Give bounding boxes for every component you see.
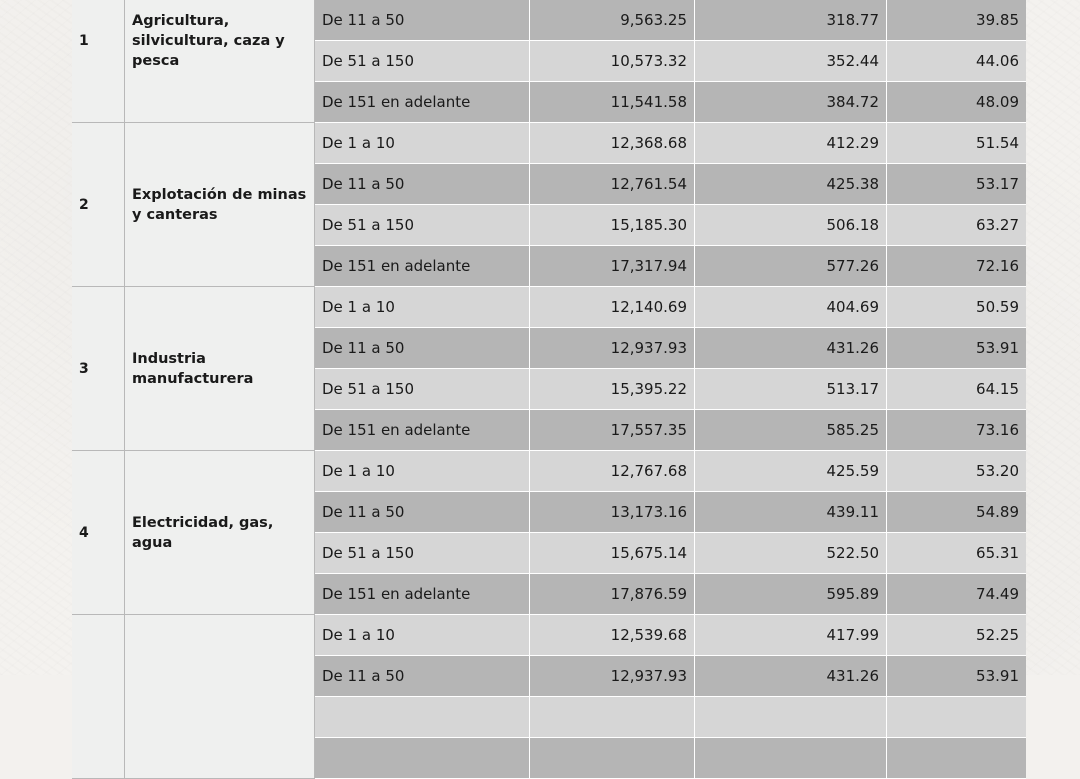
hourly-salary-cell: 65.31 xyxy=(887,533,1026,574)
sector-number: 1 xyxy=(72,0,125,123)
hourly-salary-cell: 52.25 xyxy=(887,615,1026,656)
hourly-salary-cell: 53.91 xyxy=(887,656,1026,697)
daily-salary-cell: 439.11 xyxy=(695,492,887,533)
range-cell: De 51 a 150 xyxy=(315,41,530,82)
daily-salary-cell: 431.26 xyxy=(695,656,887,697)
sector-name: Electricidad, gas, agua xyxy=(125,451,315,615)
range-cell: De 1 a 10 xyxy=(315,287,530,328)
daily-salary-cell: 522.50 xyxy=(695,533,887,574)
monthly-salary-cell: 17,876.59 xyxy=(530,574,695,615)
range-cell: De 51 a 150 xyxy=(315,533,530,574)
hourly-salary-cell: 48.09 xyxy=(887,82,1026,123)
hourly-salary-cell: 74.49 xyxy=(887,574,1026,615)
hourly-salary-cell: 53.20 xyxy=(887,451,1026,492)
hourly-salary-cell: 51.54 xyxy=(887,123,1026,164)
daily-salary-cell: 384.72 xyxy=(695,82,887,123)
range-cell: De 11 a 50 xyxy=(315,0,530,41)
range-cell: De 11 a 50 xyxy=(315,164,530,205)
hourly-salary-cell xyxy=(887,697,1026,738)
daily-salary-cell: 412.29 xyxy=(695,123,887,164)
monthly-salary-cell: 15,395.22 xyxy=(530,369,695,410)
daily-salary-cell: 318.77 xyxy=(695,0,887,41)
sector-number: 3 xyxy=(72,287,125,451)
hourly-salary-cell: 72.16 xyxy=(887,246,1026,287)
daily-salary-cell: 404.69 xyxy=(695,287,887,328)
salary-table-body xyxy=(72,0,1026,779)
monthly-salary-cell: 12,368.68 xyxy=(530,123,695,164)
daily-salary-cell xyxy=(695,738,887,779)
range-cell: De 11 a 50 xyxy=(315,328,530,369)
range-cell: De 11 a 50 xyxy=(315,656,530,697)
range-cell: De 1 a 10 xyxy=(315,615,530,656)
salary-table-sheet xyxy=(72,0,1026,685)
daily-salary-cell: 513.17 xyxy=(695,369,887,410)
sector-name: Industria manufacturera xyxy=(125,287,315,451)
daily-salary-cell: 417.99 xyxy=(695,615,887,656)
monthly-salary-cell: 12,937.93 xyxy=(530,328,695,369)
daily-salary-cell: 425.38 xyxy=(695,164,887,205)
hourly-salary-cell: 63.27 xyxy=(887,205,1026,246)
hourly-salary-cell: 39.85 xyxy=(887,0,1026,41)
sector-number: 4 xyxy=(72,451,125,615)
daily-salary-cell: 577.26 xyxy=(695,246,887,287)
monthly-salary-cell xyxy=(530,738,695,779)
monthly-salary-cell: 9,563.25 xyxy=(530,0,695,41)
table-row xyxy=(72,123,1026,164)
monthly-salary-cell: 12,767.68 xyxy=(530,451,695,492)
hourly-salary-cell: 53.91 xyxy=(887,328,1026,369)
hourly-salary-cell: 73.16 xyxy=(887,410,1026,451)
range-cell: De 151 en adelante xyxy=(315,574,530,615)
monthly-salary-cell: 10,573.32 xyxy=(530,41,695,82)
monthly-salary-cell: 11,541.58 xyxy=(530,82,695,123)
daily-salary-cell: 595.89 xyxy=(695,574,887,615)
range-cell: De 51 a 150 xyxy=(315,205,530,246)
hourly-salary-cell: 50.59 xyxy=(887,287,1026,328)
table-row xyxy=(72,615,1026,656)
daily-salary-cell: 506.18 xyxy=(695,205,887,246)
monthly-salary-cell: 13,173.16 xyxy=(530,492,695,533)
salary-table xyxy=(72,0,1026,779)
sector-number xyxy=(72,615,125,779)
range-cell: De 51 a 150 xyxy=(315,369,530,410)
range-cell xyxy=(315,697,530,738)
daily-salary-cell: 585.25 xyxy=(695,410,887,451)
daily-salary-cell: 352.44 xyxy=(695,41,887,82)
monthly-salary-cell: 12,140.69 xyxy=(530,287,695,328)
daily-salary-cell: 425.59 xyxy=(695,451,887,492)
hourly-salary-cell: 64.15 xyxy=(887,369,1026,410)
sector-number: 2 xyxy=(72,123,125,287)
table-row xyxy=(72,451,1026,492)
daily-salary-cell: 431.26 xyxy=(695,328,887,369)
hourly-salary-cell: 54.89 xyxy=(887,492,1026,533)
range-cell: De 151 en adelante xyxy=(315,246,530,287)
monthly-salary-cell: 15,185.30 xyxy=(530,205,695,246)
monthly-salary-cell: 12,539.68 xyxy=(530,615,695,656)
sector-name xyxy=(125,615,315,779)
monthly-salary-cell: 12,761.54 xyxy=(530,164,695,205)
hourly-salary-cell: 53.17 xyxy=(887,164,1026,205)
hourly-salary-cell: 44.06 xyxy=(887,41,1026,82)
range-cell xyxy=(315,738,530,779)
monthly-salary-cell: 17,557.35 xyxy=(530,410,695,451)
range-cell: De 151 en adelante xyxy=(315,410,530,451)
range-cell: De 151 en adelante xyxy=(315,82,530,123)
monthly-salary-cell: 15,675.14 xyxy=(530,533,695,574)
monthly-salary-cell: 17,317.94 xyxy=(530,246,695,287)
hourly-salary-cell xyxy=(887,738,1026,779)
range-cell: De 1 a 10 xyxy=(315,451,530,492)
monthly-salary-cell: 12,937.93 xyxy=(530,656,695,697)
monthly-salary-cell xyxy=(530,697,695,738)
daily-salary-cell xyxy=(695,697,887,738)
sector-name: Agricultura, silvicultura, caza y pesca xyxy=(125,0,315,123)
table-row xyxy=(72,287,1026,328)
range-cell: De 11 a 50 xyxy=(315,492,530,533)
sector-name: Explotación de minas y canteras xyxy=(125,123,315,287)
range-cell: De 1 a 10 xyxy=(315,123,530,164)
